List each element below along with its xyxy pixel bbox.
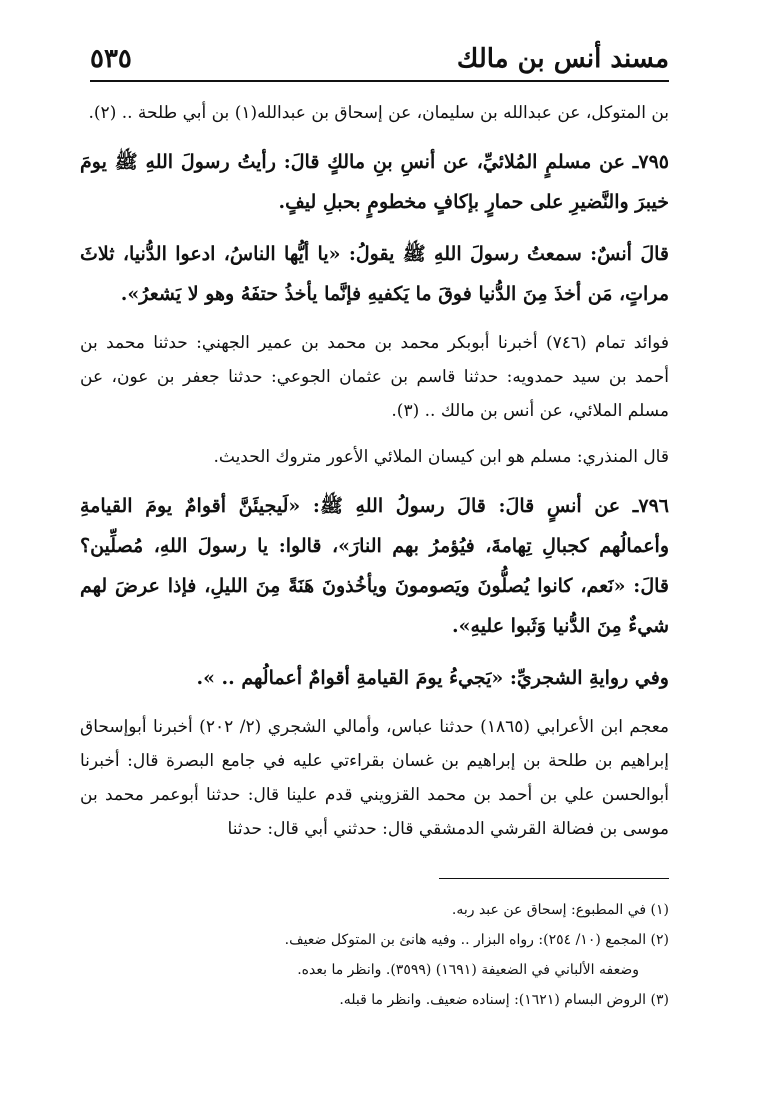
running-title: مسند أنس بن مالك (456, 44, 669, 74)
hadith-796: ٧٩٦ـ عن أنسٍ قالَ: قالَ رسولُ اللهِ ﷺ: «لَيجيئَنَّ أقوامٌ يومَ القيامةِ وأعمالُهم كجبالِ تِهامةَ، فيُؤمرُ بهم النارَ»، قالوا: يا رسولَ اللهِ، مُصلِّين؟ قالَ: «نَعم، كانوا يُصلُّونَ ويَصومونَ ويأخُذونَ هَنَةً مِنَ الليلِ، فإذا عرضَ لهم شيءٌ مِنَ الدُّنيا وَثَبوا عليهِ». (80, 495, 669, 637)
footnote-2-continuation: وضعفه الألباني في الضعيفة (١٦٩١) (٣٥٩٩). وانظر ما بعده. (297, 962, 639, 978)
page-number: ٥٣٥ (90, 44, 132, 74)
mundhiri-comment: قال المنذري: مسلم هو ابن كيسان الملائي الأعور متروك الحديث. (213, 447, 669, 467)
footnote-2: (٢) المجمع (١٠/ ٢٥٤): رواه البزار .. وفيه هانئ بن المتوكل ضعيف. (284, 932, 669, 948)
footnotes-section (120, 878, 669, 1015)
page-header (90, 40, 669, 82)
page-body (80, 96, 669, 858)
footnote-3: (٣) الروض البسام (١٦٢١): إسناده ضعيف. وانظر ما قبله. (339, 992, 669, 1008)
source-ibn-arabi: معجم ابن الأعرابي (١٨٦٥) حدثنا عباس، وأمالي الشجري (٢/ ٢٠٢) أخبرنا أبوإسحاق إبراهيم بن طلحة بن إبراهيم بن غسان بقراءتي عليه في جامع البصرة قال: أخبرنا أبوالحسن علي بن أحمد بن محمد القزويني قدم علينا قال: حدثنا أبوعمر محمد بن موسى بن فضالة القرشي الدمشقي قال: حدثني أبي قال: حدثنا (80, 717, 670, 839)
footnote-1: (١) في المطبوع: إسحاق عن عبد ربه. (451, 902, 669, 918)
shajari-narration: وفي روايةِ الشجريِّ: «يَجيءُ يومَ القيامةِ أقوامٌ أعمالُهم .. ». (196, 667, 669, 689)
source-fawaid-tammam: فوائد تمام (٧٤٦) أخبرنا أبوبكر محمد بن محمد بن عمير الجهني: حدثنا محمد بن أحمد بن سيد حمدويه: حدثنا قاسم بن عثمان الجوعي: حدثنا جعفر بن عون، عن مسلم الملائي، عن أنس بن مالك .. (٣). (80, 333, 669, 421)
hadith-795: ٧٩٥ـ عن مسلمٍ المُلائيِّ، عن أنسِ بنِ مالكٍ قالَ: رأيتُ رسولَ اللهِ ﷺ يومَ خيبرَ والنَّضيرِ على حمارٍ بإكافٍ مخطومٍ بحبلِ ليفٍ. (80, 151, 669, 213)
hadith-795-continuation: قالَ أنسٌ: سمعتُ رسولَ اللهِ ﷺ يقولُ: «يا أيُّها الناسُ، ادعوا الدُّنيا، ثلاثَ مراتٍ، مَن أخذَ مِنَ الدُّنيا فوقَ ما يَكفيهِ فإنَّما يأخذُ حتفَهُ وهو لا يَشعرُ». (80, 243, 669, 305)
paragraph-continuation: بن المتوكل، عن عبدالله بن سليمان، عن إسحاق بن عبدالله(١) بن أبي طلحة .. (٢). (88, 103, 669, 123)
footnote-divider (439, 878, 669, 879)
